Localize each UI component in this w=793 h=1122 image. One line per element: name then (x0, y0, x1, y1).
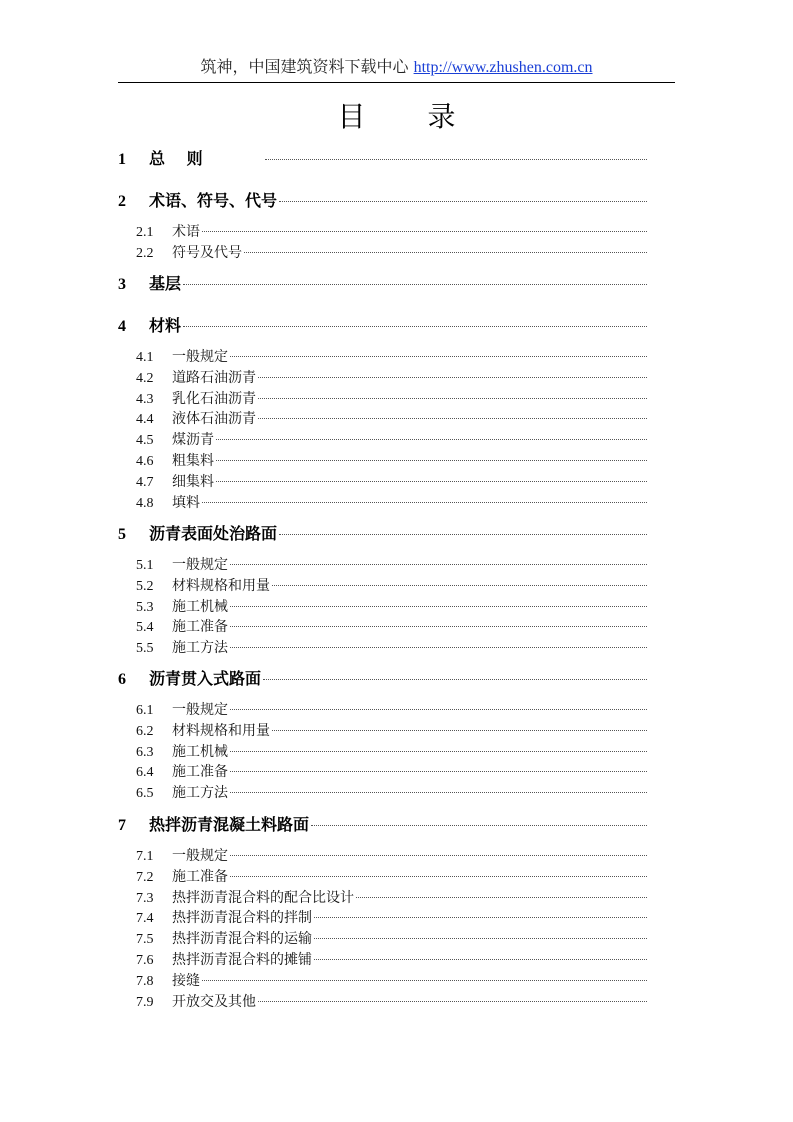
toc-number: 6.3 (136, 744, 154, 760)
toc-section[interactable] (136, 451, 647, 471)
toc-number: 7.6 (136, 953, 154, 968)
toc-chapter[interactable] (118, 523, 647, 545)
toc-leader-dots (279, 534, 647, 535)
toc-label: 热拌沥青混凝土料路面 (149, 815, 310, 834)
toc-label: 接缝 (172, 972, 200, 989)
toc-section[interactable] (136, 971, 647, 991)
toc-section[interactable] (136, 721, 647, 741)
toc-section[interactable] (136, 742, 647, 762)
toc-chapter[interactable] (118, 273, 647, 295)
toc-label: 基层 (149, 274, 182, 293)
page-header (118, 55, 675, 83)
toc-section[interactable] (136, 493, 647, 513)
toc-number: 1 (118, 151, 126, 168)
toc-label: 热拌沥青混合料的配合比设计 (172, 889, 354, 906)
toc-label: 粗集料 (172, 453, 214, 469)
toc-number: 2.2 (136, 245, 154, 261)
toc-section[interactable] (136, 617, 647, 637)
toc-label: 热拌沥青混合料的拌制 (172, 910, 312, 927)
toc-section[interactable] (136, 472, 647, 492)
toc-leader-dots (183, 284, 647, 285)
toc-section[interactable] (136, 576, 647, 596)
toc-leader-dots (272, 730, 647, 731)
toc-section[interactable] (136, 888, 647, 908)
toc-label: 施工机械 (172, 743, 228, 760)
toc-leader-dots (230, 564, 647, 565)
toc-number: 5.2 (136, 578, 154, 594)
toc-label: 一般规定 (172, 349, 228, 365)
header-link[interactable]: http://www.zhushen.com.cn (413, 59, 593, 76)
toc-label: 道路石油沥青 (172, 369, 256, 386)
toc-section[interactable] (136, 368, 647, 388)
toc-number: 7.8 (136, 973, 154, 989)
title-char-right: 录 (427, 100, 456, 133)
toc-number: 5.1 (136, 558, 154, 573)
toc-label: 施工方法 (172, 785, 228, 802)
toc-section[interactable] (136, 347, 647, 367)
toc-leader-dots (230, 771, 647, 772)
toc-number: 7 (118, 817, 126, 834)
toc-label: 施工准备 (172, 764, 228, 781)
toc-leader-dots (263, 679, 647, 680)
toc-label: 总 则 (149, 149, 203, 168)
toc-number: 7.5 (136, 932, 154, 948)
toc-section[interactable] (136, 700, 647, 720)
toc-number: 6.2 (136, 723, 154, 739)
toc-label: 施工机械 (172, 598, 228, 615)
page-title (0, 100, 793, 134)
toc-number: 4 (118, 318, 126, 335)
toc-label: 乳化石油沥青 (172, 390, 256, 407)
toc-label: 术语 (172, 224, 200, 240)
toc-number: 2 (118, 193, 126, 210)
toc-leader-dots (258, 418, 647, 419)
toc-number: 4.8 (136, 495, 154, 511)
toc-leader-dots (258, 398, 647, 399)
toc-label: 符号及代号 (172, 244, 242, 261)
toc-leader-dots (230, 876, 647, 877)
toc-leader-dots (216, 460, 647, 461)
toc-chapter[interactable] (118, 814, 647, 836)
toc-number: 4.7 (136, 474, 154, 490)
toc-number: 4.6 (136, 454, 154, 469)
toc-chapter[interactable] (118, 148, 647, 170)
toc-label: 沥青表面处治路面 (149, 524, 278, 543)
toc-leader-dots (202, 231, 647, 232)
toc-number: 4.5 (136, 433, 154, 449)
toc-leader-dots (230, 855, 647, 856)
toc-number: 3 (118, 276, 126, 293)
toc-leader-dots (202, 502, 647, 503)
toc-chapter[interactable] (118, 668, 647, 690)
toc-number: 5.3 (136, 599, 154, 615)
toc-leader-dots (258, 1001, 647, 1002)
toc-number: 5.4 (136, 620, 154, 636)
toc-label: 细集料 (172, 473, 214, 490)
toc-number: 6.5 (136, 786, 154, 802)
toc-number: 4.1 (136, 350, 154, 365)
toc-section[interactable] (136, 638, 647, 658)
toc-leader-dots (314, 938, 647, 939)
toc-number: 4.3 (136, 391, 154, 407)
toc-leader-dots (202, 980, 647, 981)
toc-section[interactable] (136, 430, 647, 450)
toc-label: 填料 (172, 494, 200, 511)
toc-label: 材料规格和用量 (172, 577, 270, 594)
toc-leader-dots (230, 356, 647, 357)
toc-leader-dots (244, 252, 647, 253)
toc-label: 施工准备 (172, 619, 228, 636)
toc-section[interactable] (136, 762, 647, 782)
toc-leader-dots (230, 792, 647, 793)
toc-leader-dots (230, 647, 647, 648)
toc-label: 煤沥青 (172, 432, 214, 449)
toc-label: 材料规格和用量 (172, 722, 270, 739)
toc-leader-dots (258, 377, 647, 378)
toc-section[interactable] (136, 389, 647, 409)
toc-number: 7.1 (136, 849, 154, 864)
toc-leader-dots (311, 825, 647, 826)
toc-leader-dots (216, 481, 647, 482)
toc-label: 液体石油沥青 (172, 411, 256, 428)
toc-chapter[interactable] (118, 190, 647, 212)
toc-number: 2.1 (136, 225, 154, 240)
toc-leader-dots (230, 606, 647, 607)
toc-label: 沥青贯入式路面 (149, 669, 262, 688)
toc-leader-dots (272, 585, 647, 586)
toc-number: 5 (118, 526, 126, 543)
toc-label: 热拌沥青混合料的摊铺 (172, 952, 312, 968)
toc-label: 一般规定 (172, 702, 228, 718)
toc-label: 施工方法 (172, 640, 228, 657)
toc-leader-dots (279, 201, 647, 202)
toc-leader-dots (314, 959, 647, 960)
toc-leader-dots (230, 626, 647, 627)
toc-leader-dots (183, 326, 647, 327)
toc-number: 7.4 (136, 911, 154, 927)
toc-section[interactable] (136, 597, 647, 617)
toc-label: 热拌沥青混合料的运输 (172, 931, 312, 948)
toc-section[interactable] (136, 222, 647, 242)
toc-section[interactable] (136, 908, 647, 928)
toc-section[interactable] (136, 992, 647, 1012)
toc-label: 一般规定 (172, 557, 228, 573)
toc-leader-dots (230, 709, 647, 710)
toc-label: 开放交及其他 (172, 993, 256, 1010)
toc-leader-dots (356, 897, 647, 898)
toc-number: 7.2 (136, 869, 154, 885)
toc-label: 术语、符号、代号 (149, 191, 278, 210)
toc-section[interactable] (136, 846, 647, 866)
toc-number: 6 (118, 671, 126, 688)
toc-number: 6.1 (136, 703, 154, 718)
toc-leader-dots (314, 917, 647, 918)
toc-number: 4.4 (136, 412, 154, 428)
header-text: 筑神，中国建筑资料下载中心 (200, 57, 414, 76)
toc-chapter[interactable] (118, 315, 647, 337)
toc-section[interactable] (136, 929, 647, 949)
toc-section[interactable] (136, 950, 647, 970)
toc-leader-dots (230, 751, 647, 752)
toc-section[interactable] (136, 409, 647, 429)
toc-section[interactable] (136, 783, 647, 803)
toc-section[interactable] (136, 555, 647, 575)
toc-label: 一般规定 (172, 848, 228, 864)
toc-number: 5.5 (136, 641, 154, 657)
toc-label: 施工准备 (172, 868, 228, 885)
toc-section[interactable] (136, 867, 647, 887)
toc-label: 材料 (149, 316, 182, 335)
toc-leader-dots (265, 159, 647, 160)
toc-number: 7.9 (136, 994, 154, 1010)
toc-number: 4.2 (136, 370, 154, 386)
toc-section[interactable] (136, 243, 647, 263)
toc-number: 7.3 (136, 890, 154, 906)
toc-leader-dots (216, 439, 647, 440)
toc-number: 6.4 (136, 765, 154, 781)
title-char-left: 目 (337, 100, 366, 133)
